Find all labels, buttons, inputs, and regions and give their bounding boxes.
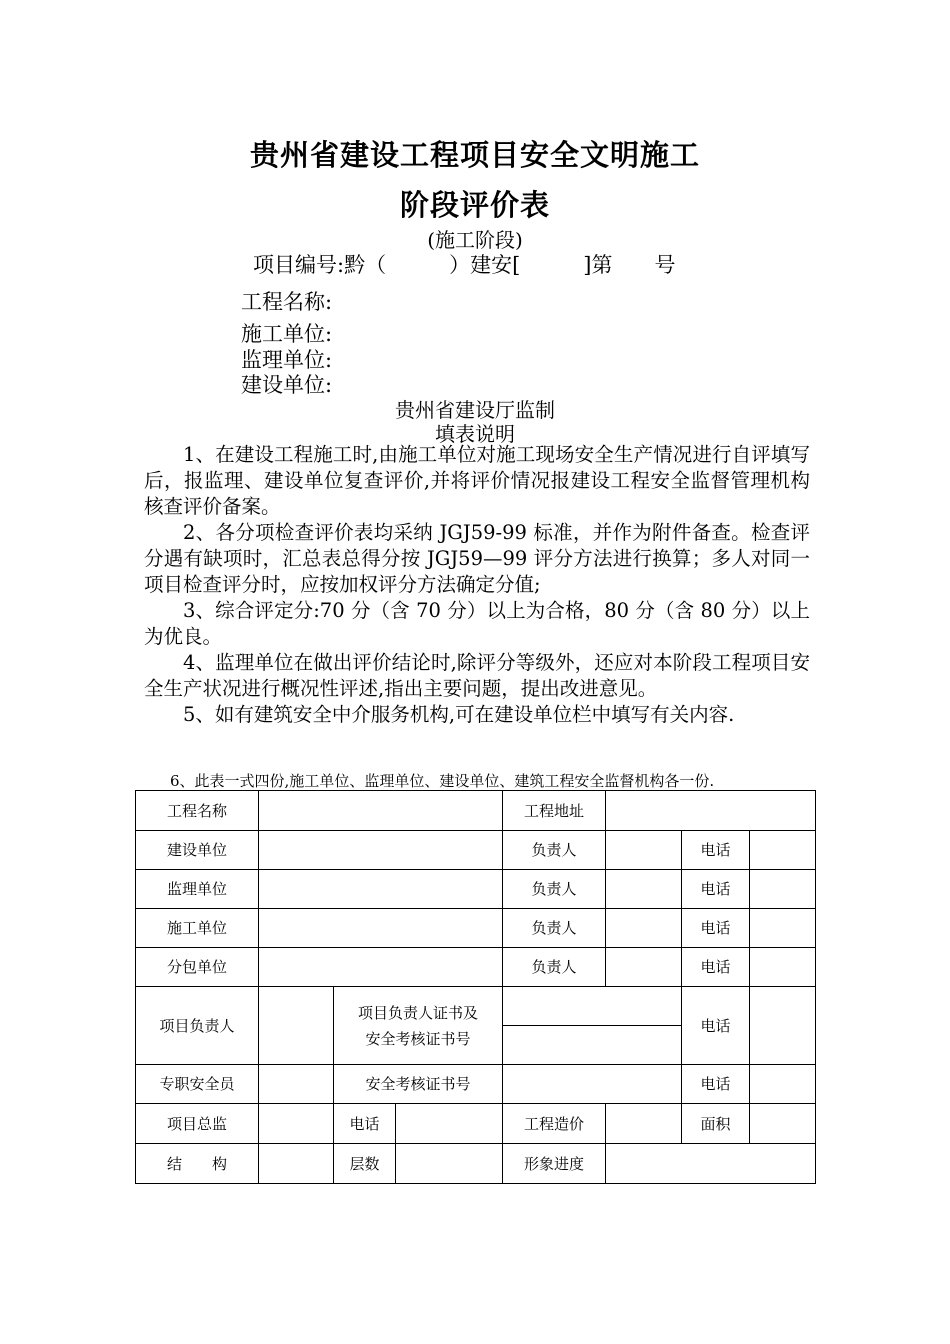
project-info-table bbox=[135, 790, 816, 1184]
manager-cert-cell bbox=[334, 987, 503, 1065]
safety-cert-value[interactable] bbox=[503, 1065, 682, 1104]
subcontract-person-label: 负责人 bbox=[503, 948, 606, 987]
floors-value[interactable] bbox=[396, 1144, 503, 1184]
instruction-item-2: 2、各分项检查评价表均采纳 JGJ59-99 标准，并作为附件备查。检查评分遇有缺项时，汇总表总得分按 JGJ59—99 评分方法进行换算；多人对同一项目检查评分时，应按加权评分方法确定分值; bbox=[144, 521, 810, 596]
supervision-person-value[interactable] bbox=[606, 870, 682, 909]
safety-phone-label: 电话 bbox=[682, 1065, 750, 1104]
chief-phone-value[interactable] bbox=[396, 1104, 503, 1144]
safety-officer-value[interactable] bbox=[259, 1065, 334, 1104]
structure-cell: 结 构 bbox=[136, 1144, 259, 1184]
chief-supervisor-cell: 项目总监 bbox=[136, 1104, 259, 1144]
manager-cert-value-1[interactable] bbox=[503, 987, 682, 1026]
area-cell: 面积 bbox=[682, 1104, 750, 1144]
chief-supervisor-value[interactable] bbox=[259, 1104, 334, 1144]
project-cost-value[interactable] bbox=[606, 1104, 682, 1144]
builder-phone-label: 电话 bbox=[682, 831, 750, 870]
instructions-heading: 填表说明 bbox=[435, 422, 515, 446]
subcontract-phone-value[interactable] bbox=[750, 948, 816, 987]
builder-person-value[interactable] bbox=[606, 831, 682, 870]
instruction-item-4: 4、监理单位在做出评价结论时,除评分等级外，还应对本阶段工程项目安全生产状况进行概况性评述,指出主要问题，提出改进意见。 bbox=[144, 651, 810, 700]
progress-value[interactable] bbox=[606, 1144, 816, 1184]
subcontract-person-value[interactable] bbox=[606, 948, 682, 987]
supervision-person-label: 负责人 bbox=[503, 870, 606, 909]
construction-unit-cell: 施工单位 bbox=[136, 909, 259, 948]
supervision-unit-cell: 监理单位 bbox=[136, 870, 259, 909]
instructions-body bbox=[144, 442, 810, 728]
title-line-2: 阶段评价表 bbox=[399, 188, 550, 222]
manager-phone-label: 电话 bbox=[682, 987, 750, 1065]
safety-phone-value[interactable] bbox=[750, 1065, 816, 1104]
manager-cert-line-2: 安全考核证书号 bbox=[365, 1029, 471, 1048]
area-value[interactable] bbox=[750, 1104, 816, 1144]
project-manager-cell: 项目负责人 bbox=[136, 987, 259, 1065]
floors-cell: 层数 bbox=[334, 1144, 396, 1184]
progress-cell: 形象进度 bbox=[503, 1144, 606, 1184]
supervision-unit-value[interactable] bbox=[259, 870, 503, 909]
safety-cert-cell: 安全考核证书号 bbox=[334, 1065, 503, 1104]
construction-unit-value[interactable] bbox=[259, 909, 503, 948]
construction-person-label: 负责人 bbox=[503, 909, 606, 948]
instruction-item-1: 1、在建设工程施工时,由施工单位对施工现场安全生产情况进行自评填写后，报监理、建设单位复查评价,并将评价情况报建设工程安全监督管理机构核查评价备案。 bbox=[144, 443, 810, 518]
project-address-cell: 工程地址 bbox=[503, 791, 606, 831]
builder-person-label: 负责人 bbox=[503, 831, 606, 870]
builder-unit-label: 建设单位: bbox=[241, 373, 333, 397]
project-cost-cell: 工程造价 bbox=[503, 1104, 606, 1144]
issuer: 贵州省建设厅监制 bbox=[395, 398, 555, 422]
subcontract-phone-label: 电话 bbox=[682, 948, 750, 987]
builder-unit-value[interactable] bbox=[259, 831, 503, 870]
safety-officer-cell: 专职安全员 bbox=[136, 1065, 259, 1104]
instruction-item-6: 6、此表一式四份,施工单位、监理单位、建设单位、建筑工程安全监督机构各一份. bbox=[170, 772, 715, 790]
project-number: 项目编号:黔（ ）建安[ ]第 号 bbox=[253, 253, 676, 277]
project-manager-value[interactable] bbox=[259, 987, 334, 1065]
project-name-value[interactable] bbox=[259, 791, 503, 831]
supervision-phone-label: 电话 bbox=[682, 870, 750, 909]
construction-phone-label: 电话 bbox=[682, 909, 750, 948]
supervision-phone-value[interactable] bbox=[750, 870, 816, 909]
construction-unit-label: 施工单位: bbox=[241, 322, 333, 346]
project-name-label: 工程名称: bbox=[241, 290, 333, 314]
subcontract-unit-value[interactable] bbox=[259, 948, 503, 987]
structure-value[interactable] bbox=[259, 1144, 334, 1184]
subcontract-unit-cell: 分包单位 bbox=[136, 948, 259, 987]
stage-subtitle: (施工阶段) bbox=[427, 228, 523, 252]
instruction-item-3: 3、综合评定分:70 分（含 70 分）以上为合格，80 分（含 80 分）以上为优良。 bbox=[144, 599, 810, 648]
construction-person-value[interactable] bbox=[606, 909, 682, 948]
construction-phone-value[interactable] bbox=[750, 909, 816, 948]
chief-phone-label: 电话 bbox=[334, 1104, 396, 1144]
manager-phone-value[interactable] bbox=[750, 987, 816, 1065]
instruction-item-5: 5、如有建筑安全中介服务机构,可在建设单位栏中填写有关内容. bbox=[183, 703, 735, 726]
title-line-1: 贵州省建设工程项目安全文明施工 bbox=[249, 138, 700, 172]
project-address-value[interactable] bbox=[606, 791, 816, 831]
supervision-unit-label: 监理单位: bbox=[241, 348, 333, 372]
project-name-cell: 工程名称 bbox=[136, 791, 259, 831]
manager-cert-line-1: 项目负责人证书及 bbox=[358, 1003, 479, 1022]
builder-unit-cell: 建设单位 bbox=[136, 831, 259, 870]
manager-cert-value-2[interactable] bbox=[503, 1026, 682, 1065]
builder-phone-value[interactable] bbox=[750, 831, 816, 870]
